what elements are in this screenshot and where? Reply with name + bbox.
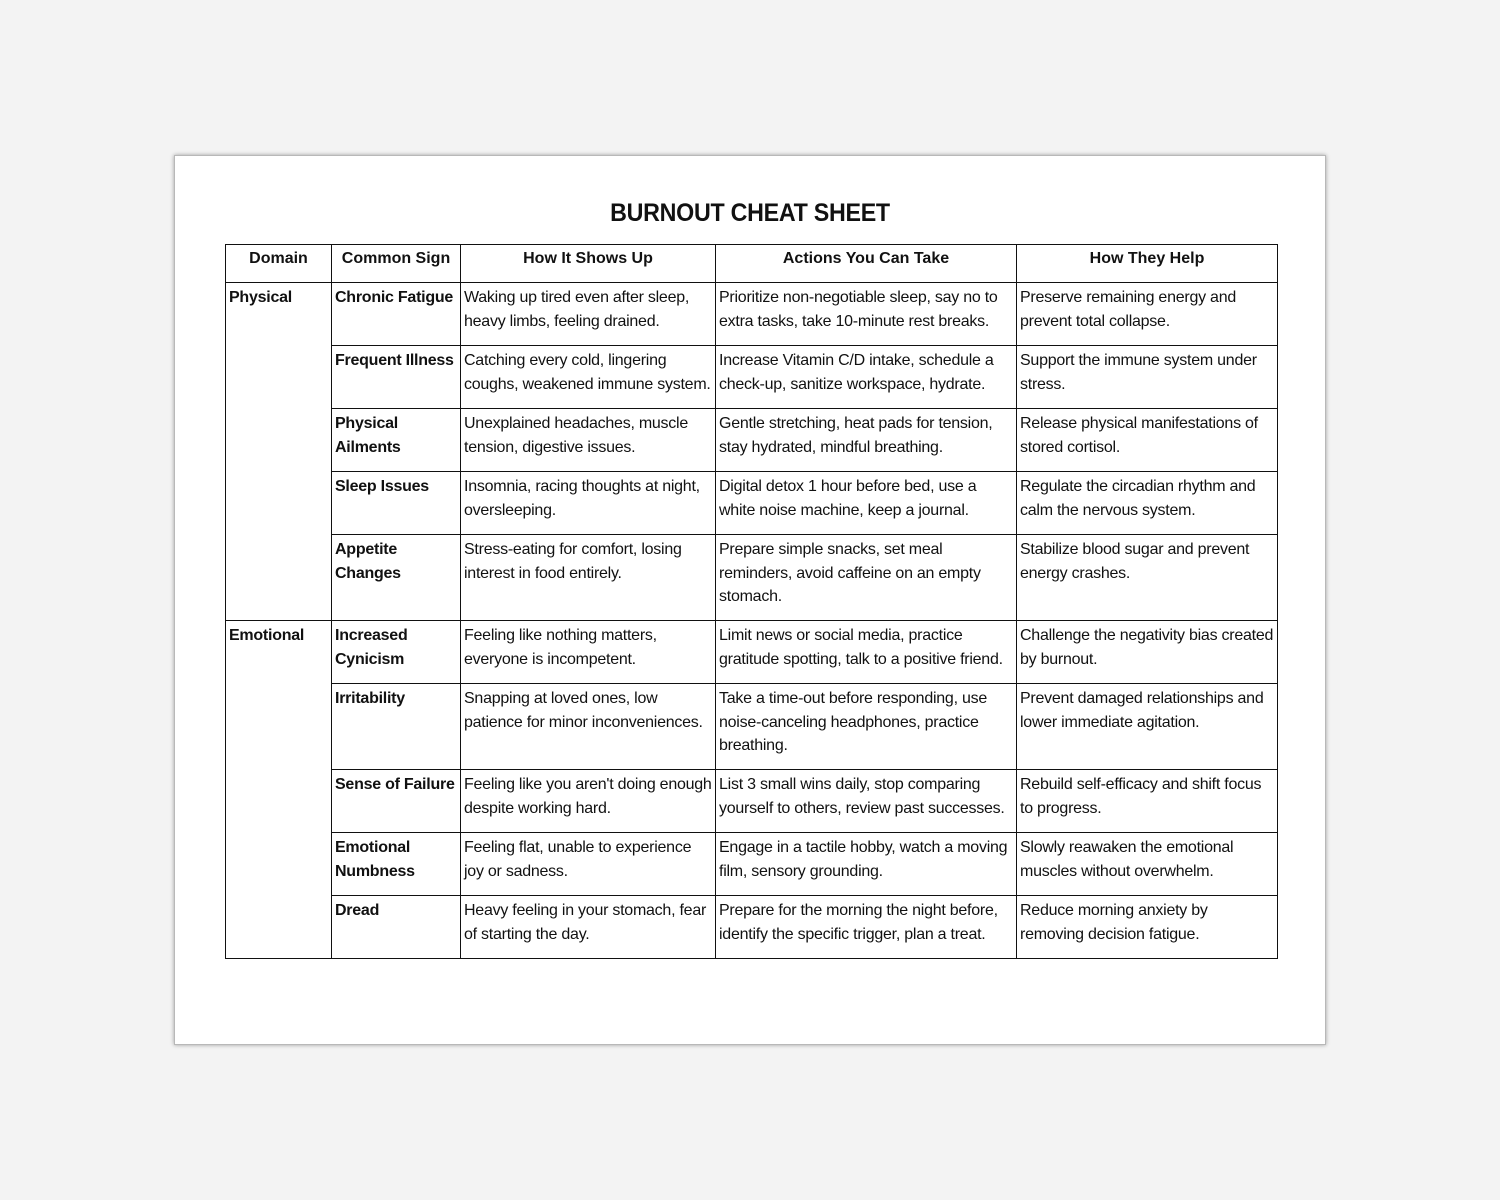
shows-cell: Catching every cold, lingering coughs, weakened immune system. xyxy=(461,346,716,409)
document-page xyxy=(174,155,1326,1045)
table-row xyxy=(226,833,1278,896)
header-how-it-shows-up: How It Shows Up xyxy=(461,245,716,283)
help-cell: Rebuild self-efficacy and shift focus to progress. xyxy=(1017,770,1278,833)
actions-cell: Increase Vitamin C/D intake, schedule a check-up, sanitize workspace, hydrate. xyxy=(716,346,1017,409)
actions-cell: Prepare simple snacks, set meal reminders, avoid caffeine on an empty stomach. xyxy=(716,535,1017,621)
help-cell: Preserve remaining energy and prevent total collapse. xyxy=(1017,283,1278,346)
actions-cell: Prepare for the morning the night before, identify the specific trigger, plan a treat. xyxy=(716,896,1017,959)
sign-cell: Physical Ailments xyxy=(332,409,461,472)
sign-cell: Chronic Fatigue xyxy=(332,283,461,346)
shows-cell: Feeling flat, unable to experience joy or sadness. xyxy=(461,833,716,896)
table-row xyxy=(226,472,1278,535)
shows-cell: Unexplained headaches, muscle tension, digestive issues. xyxy=(461,409,716,472)
table-row xyxy=(226,896,1278,959)
sign-cell: Increased Cynicism xyxy=(332,621,461,684)
shows-cell: Feeling like nothing matters, everyone is incompetent. xyxy=(461,621,716,684)
shows-cell: Heavy feeling in your stomach, fear of starting the day. xyxy=(461,896,716,959)
sign-cell: Irritability xyxy=(332,684,461,770)
help-cell: Regulate the circadian rhythm and calm the nervous system. xyxy=(1017,472,1278,535)
help-cell: Challenge the negativity bias created by burnout. xyxy=(1017,621,1278,684)
help-cell: Slowly reawaken the emotional muscles without overwhelm. xyxy=(1017,833,1278,896)
header-common-sign: Common Sign xyxy=(332,245,461,283)
cheat-sheet-table xyxy=(225,244,1278,959)
help-cell: Release physical manifestations of stored cortisol. xyxy=(1017,409,1278,472)
table-row xyxy=(226,621,1278,684)
page-title: BURNOUT CHEAT SHEET xyxy=(610,199,890,227)
actions-cell: Take a time-out before responding, use noise-canceling headphones, practice breathing. xyxy=(716,684,1017,770)
domain-cell xyxy=(226,283,332,621)
actions-cell: Engage in a tactile hobby, watch a moving film, sensory grounding. xyxy=(716,833,1017,896)
actions-cell: Prioritize non-negotiable sleep, say no to extra tasks, take 10-minute rest breaks. xyxy=(716,283,1017,346)
actions-cell: List 3 small wins daily, stop comparing yourself to others, review past successes. xyxy=(716,770,1017,833)
sign-cell: Frequent Illness xyxy=(332,346,461,409)
help-cell: Stabilize blood sugar and prevent energy crashes. xyxy=(1017,535,1278,621)
shows-cell: Waking up tired even after sleep, heavy limbs, feeling drained. xyxy=(461,283,716,346)
table-row xyxy=(226,684,1278,770)
shows-cell: Snapping at loved ones, low patience for minor inconveniences. xyxy=(461,684,716,770)
header-actions: Actions You Can Take xyxy=(716,245,1017,283)
sign-cell: Appetite Changes xyxy=(332,535,461,621)
header-domain: Domain xyxy=(226,245,332,283)
table-row xyxy=(226,770,1278,833)
shows-cell: Feeling like you aren't doing enough despite working hard. xyxy=(461,770,716,833)
help-cell: Reduce morning anxiety by removing decision fatigue. xyxy=(1017,896,1278,959)
help-cell: Support the immune system under stress. xyxy=(1017,346,1278,409)
sign-cell: Emotional Numbness xyxy=(332,833,461,896)
help-cell: Prevent damaged relationships and lower immediate agitation. xyxy=(1017,684,1278,770)
shows-cell: Insomnia, racing thoughts at night, oversleeping. xyxy=(461,472,716,535)
sign-cell: Dread xyxy=(332,896,461,959)
actions-cell: Digital detox 1 hour before bed, use a white noise machine, keep a journal. xyxy=(716,472,1017,535)
header-row xyxy=(226,245,1278,283)
domain-label: Physical xyxy=(229,289,292,306)
table-row xyxy=(226,283,1278,346)
domain-label: Emotional xyxy=(229,627,305,644)
actions-cell: Limit news or social media, practice gratitude spotting, talk to a positive friend. xyxy=(716,621,1017,684)
actions-cell: Gentle stretching, heat pads for tension, stay hydrated, mindful breathing. xyxy=(716,409,1017,472)
domain-cell xyxy=(226,621,332,959)
header-how-they-help: How They Help xyxy=(1017,245,1278,283)
sign-cell: Sense of Failure xyxy=(332,770,461,833)
table-row xyxy=(226,346,1278,409)
table-row xyxy=(226,535,1278,621)
table-row xyxy=(226,409,1278,472)
shows-cell: Stress-eating for comfort, losing interest in food entirely. xyxy=(461,535,716,621)
sign-cell: Sleep Issues xyxy=(332,472,461,535)
